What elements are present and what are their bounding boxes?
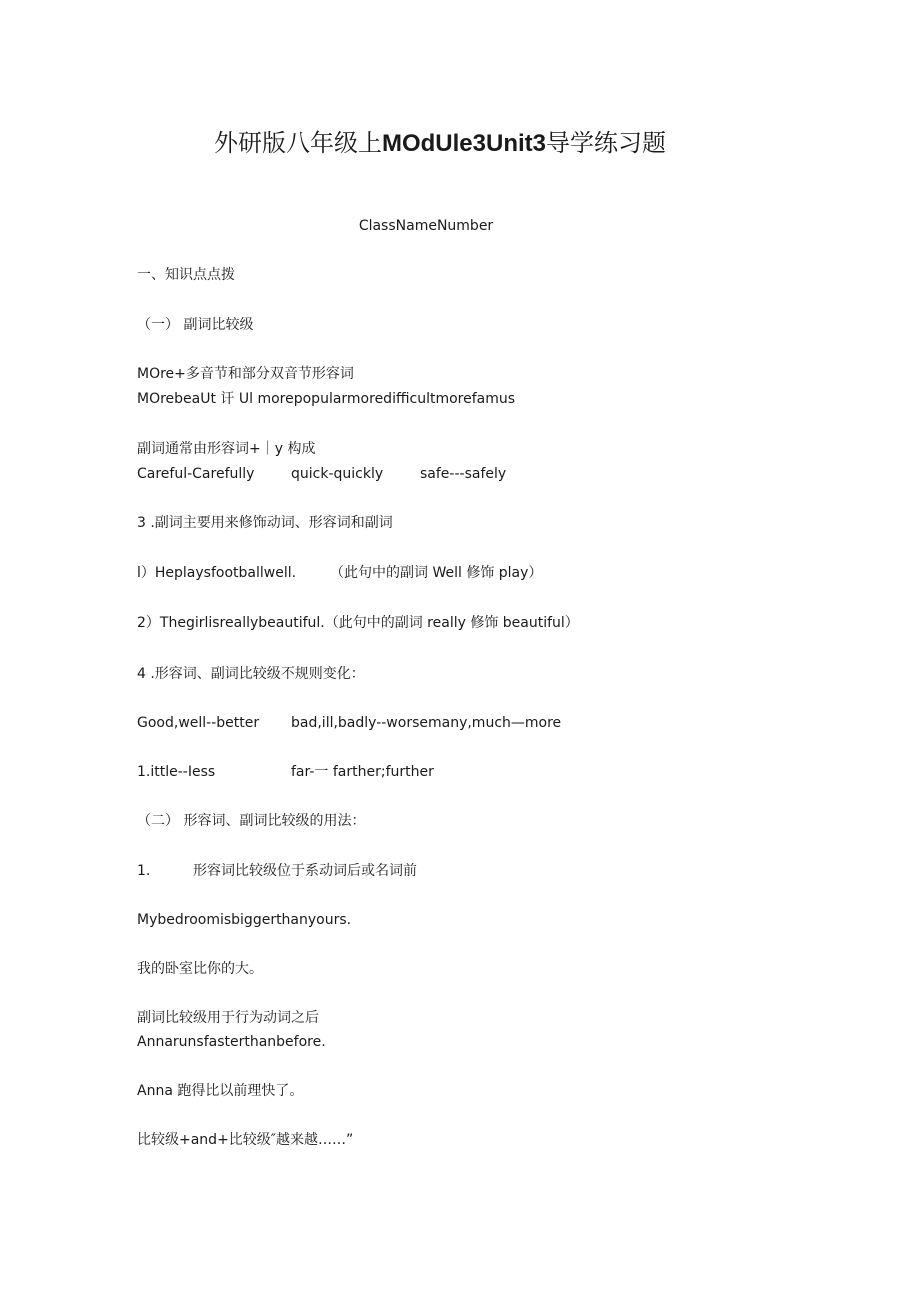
- rule-4-example-1a: Good,well--better: [137, 715, 260, 731]
- rule-3-example-1-note: （此句中的副词 Well 修饰 play）: [330, 565, 543, 581]
- section-heading: 一、知识点点拨: [137, 267, 235, 283]
- rule-4-example-1b: bad,ill,badly--worsemany,much—more: [291, 715, 562, 731]
- usage-3: 比较级+and+比较级″越来越……”: [137, 1132, 354, 1148]
- rule-3-example-2: 2）Thegirlisreallybeautiful.（此句中的副词 really 修饰 beautiful）: [137, 615, 579, 631]
- usage-1: 形容词比较级位于系动词后或名词前: [193, 863, 417, 879]
- title-prefix: 外研版八年级上: [213, 129, 382, 157]
- title-bold: MOdUle3Unit3: [381, 130, 546, 157]
- rule-2-example-2: quick-quickly: [291, 466, 384, 482]
- rule-2: 副词通常由形容词+｜y 构成: [137, 441, 316, 457]
- usage-2-english-example: Annarunsfasterthanbefore.: [137, 1034, 326, 1050]
- usage-1-number: 1.: [137, 863, 151, 879]
- rule-4-example-2a: 1.ittle--Iess: [137, 764, 216, 780]
- rule-1-examples: MOrebeaUt 讦 Ul morepopularmoredifficultmorefamus: [137, 391, 516, 407]
- rule-2-example-1: Careful-Carefully: [137, 466, 255, 482]
- document-title: [0, 128, 880, 159]
- usage-2: 副词比较级用于行为动词之后: [137, 1010, 319, 1026]
- rule-1: MOre+多音节和部分双音节形容词: [137, 366, 354, 382]
- rule-4-example-2b: far-一 farther;further: [291, 764, 434, 780]
- subsection-1-heading: （一） 副词比较级: [137, 317, 254, 333]
- rule-3: 3 .副词主要用来修饰动词、形容词和副词: [137, 515, 393, 531]
- title-suffix: 导学练习题: [546, 129, 666, 157]
- rule-3-example-1: l）Heplaysfootballwell.: [137, 565, 297, 581]
- subsection-2-heading: （二） 形容词、副词比较级的用法：: [137, 813, 366, 829]
- usage-1-chinese-example: 我的卧室比你的大。: [137, 961, 263, 977]
- rule-4: 4 .形容词、副词比较级不规则变化：: [137, 666, 365, 682]
- usage-2-chinese-example: Anna 跑得比以前理快了。: [137, 1083, 304, 1099]
- class-name-number-line: ClassNameNumber: [358, 218, 494, 234]
- usage-1-english-example: Mybedroomisbiggerthanyours.: [137, 912, 352, 928]
- rule-2-example-3: safe---safely: [420, 466, 507, 482]
